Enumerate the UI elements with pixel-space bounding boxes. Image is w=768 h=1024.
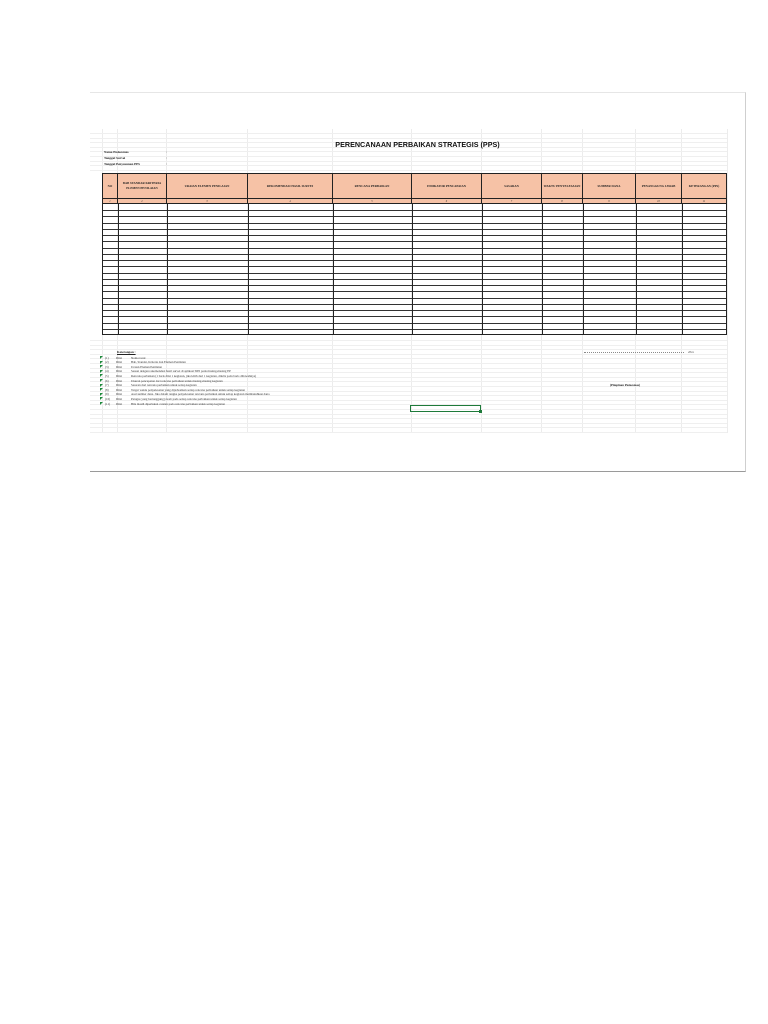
table-row[interactable] bbox=[103, 329, 726, 330]
cell-note-indicator-icon bbox=[100, 356, 103, 359]
colnum-3: 3 bbox=[167, 199, 248, 203]
table-row[interactable] bbox=[103, 285, 726, 286]
grid-column-line bbox=[727, 129, 728, 433]
cell-note-indicator-icon bbox=[100, 402, 103, 405]
meta-tanggal-penyusunan: Tanggal Penyusunan PPS bbox=[104, 162, 140, 166]
document-title: PERENCANAAN PERBAIKAN STRATEGIS (PPS) bbox=[335, 140, 500, 149]
grid-row-line bbox=[90, 354, 727, 355]
note-text: Uraian Elemen Penilaian bbox=[131, 364, 162, 369]
table-row[interactable] bbox=[103, 310, 726, 311]
grid-row-line bbox=[90, 156, 727, 157]
table-column-line bbox=[542, 204, 543, 334]
grid-row-line bbox=[90, 138, 727, 139]
table-row[interactable] bbox=[103, 248, 726, 249]
cell-note-indicator-icon bbox=[100, 384, 103, 387]
colnum-6: 6 bbox=[412, 199, 482, 203]
table-row[interactable] bbox=[103, 216, 726, 217]
note-text: Bila masih diperlukan catatan pada rencana perbaikan untuk setiap kegiatan bbox=[131, 401, 225, 406]
cell-note-indicator-icon bbox=[100, 393, 103, 396]
note-number: (7) bbox=[105, 383, 109, 388]
note-number: (3) bbox=[105, 364, 109, 369]
grid-row-line bbox=[90, 414, 727, 415]
selected-cell[interactable] bbox=[410, 405, 481, 412]
colnum-2: 2 bbox=[118, 199, 167, 203]
note-number: (5) bbox=[105, 373, 109, 378]
colnum-1: 1 bbox=[103, 199, 118, 203]
table-row[interactable] bbox=[103, 266, 726, 267]
table-column-line bbox=[118, 204, 119, 334]
header-keterangan: KETERANGAN (PPS) bbox=[688, 183, 720, 188]
note-text: Sasaran dari rencana perbaikan untuk setiap kegiatan bbox=[131, 383, 197, 388]
note-text: Petugas yang bertanggung jawab pada setiap rencana perbaikan untuk setiap kegiatan bbox=[131, 396, 237, 401]
table-row[interactable] bbox=[103, 229, 726, 230]
signature-place-line bbox=[584, 352, 684, 353]
cell-note-indicator-icon bbox=[100, 370, 103, 373]
cell-note-indicator-icon bbox=[100, 397, 103, 400]
note-label: Diisi bbox=[116, 360, 123, 365]
table-row[interactable] bbox=[103, 235, 726, 236]
cell-note-indicator-icon bbox=[100, 374, 103, 377]
table-column-line bbox=[412, 204, 413, 334]
fill-handle[interactable] bbox=[479, 410, 482, 413]
note-item bbox=[105, 402, 225, 406]
note-label: Diisi bbox=[116, 387, 123, 392]
note-number: (6) bbox=[105, 378, 109, 383]
header-sumber-dana: SUMBER DANA bbox=[583, 174, 636, 198]
note-label: Diisi bbox=[116, 401, 123, 406]
colnum-4: 4 bbox=[248, 199, 333, 203]
note-label: Diisi bbox=[116, 396, 123, 401]
grid-row-line bbox=[90, 345, 727, 346]
table-row[interactable] bbox=[103, 254, 726, 255]
note-item bbox=[105, 392, 269, 396]
header-waktu: WAKTU PENYELESAIAN bbox=[542, 174, 583, 198]
note-text: Rencana perbaikan (1 baris diisi 1 kegiatan, jika lebih dari 1 kegiatan, ditulis pada baris dibawahnya) bbox=[131, 373, 257, 378]
header-rencana: RENCANA PERBAIKAN bbox=[333, 174, 412, 198]
note-label: Diisi bbox=[116, 373, 123, 378]
table-column-line bbox=[583, 204, 584, 334]
table-row[interactable] bbox=[103, 241, 726, 242]
note-label: Diisi bbox=[116, 383, 123, 388]
note-item bbox=[105, 383, 197, 387]
note-item bbox=[105, 397, 237, 401]
grid-row-line bbox=[90, 349, 727, 350]
note-item bbox=[105, 388, 245, 392]
table-column-line bbox=[248, 204, 249, 334]
colnum-5: 5 bbox=[333, 199, 412, 203]
table-row[interactable] bbox=[103, 260, 726, 261]
table-column-line bbox=[482, 204, 483, 334]
colnum-9: 9 bbox=[583, 199, 636, 203]
note-item bbox=[105, 374, 256, 378]
note-label: Diisi bbox=[116, 355, 123, 360]
meta-colon: : bbox=[166, 162, 167, 166]
note-text: Target waktu penyelesaian yang dijadwalkan setiap rencana perbaikan untuk setiap kegiatan bbox=[131, 387, 245, 392]
note-number: (10) bbox=[105, 396, 111, 401]
table-column-line bbox=[636, 204, 637, 334]
note-text: Asal sumber dana. Jika dalam rangka penyelesaian rencana perbaikan untuk setiap kegiatan membutuhkan dana bbox=[131, 392, 270, 397]
table-column-line bbox=[682, 204, 683, 334]
grid-row-line bbox=[90, 133, 727, 134]
colnum-10: 10 bbox=[636, 199, 682, 203]
cell-note-indicator-icon bbox=[100, 361, 103, 364]
table-column-line bbox=[333, 204, 334, 334]
note-item bbox=[105, 356, 146, 360]
meta-colon: : bbox=[166, 150, 167, 154]
header-sasaran: SASARAN bbox=[482, 174, 542, 198]
note-item bbox=[105, 360, 186, 364]
cell-note-indicator-icon bbox=[100, 379, 103, 382]
table-row[interactable] bbox=[103, 223, 726, 224]
table-row[interactable] bbox=[103, 304, 726, 305]
grid-row-line bbox=[90, 427, 727, 428]
table-row[interactable] bbox=[103, 210, 726, 211]
note-number: (1) bbox=[105, 355, 109, 360]
colnum-7: 7 bbox=[482, 199, 542, 203]
header-no: NO bbox=[103, 174, 118, 198]
note-item bbox=[105, 379, 223, 383]
grid-row-line bbox=[90, 409, 727, 410]
grid-row-line bbox=[90, 161, 727, 162]
note-text: Sesuai dengan rekomendasi hasil survei di aplikasi SIPI pada masing-masing EP bbox=[131, 369, 231, 374]
table-column-line bbox=[167, 204, 168, 334]
grid-row-line bbox=[90, 418, 727, 419]
signature-year: 20xx bbox=[688, 350, 694, 354]
table-row[interactable] bbox=[103, 291, 726, 292]
grid-row-line bbox=[90, 423, 727, 424]
note-label: Diisi bbox=[116, 364, 123, 369]
table-row[interactable] bbox=[103, 323, 726, 324]
header-uraian: URAIAN ELEMEN PENILAIAN bbox=[167, 174, 248, 198]
grid-row-line bbox=[90, 340, 727, 341]
note-number: (9) bbox=[105, 392, 109, 397]
colnum-8: 8 bbox=[542, 199, 583, 203]
table-row[interactable] bbox=[103, 298, 726, 299]
table-body bbox=[102, 204, 727, 335]
meta-nama-puskesmas: Nama Puskesmas bbox=[104, 150, 129, 154]
grid-row-line bbox=[90, 170, 727, 171]
grid-row-line bbox=[90, 151, 727, 152]
cell-note-indicator-icon bbox=[100, 365, 103, 368]
note-number: (4) bbox=[105, 369, 109, 374]
note-item bbox=[105, 369, 231, 373]
spreadsheet-page bbox=[90, 92, 746, 472]
table-row[interactable] bbox=[103, 279, 726, 280]
header-penanggung-jawab: PENANGGUNG JAWAB bbox=[636, 174, 682, 198]
cell-note-indicator-icon bbox=[100, 388, 103, 391]
note-text: Nomor urut bbox=[131, 355, 146, 360]
table-header-row bbox=[102, 173, 727, 199]
header-rekomendasi: REKOMENDASI HASIL SURVEI bbox=[248, 174, 333, 198]
signature-role: (Pimpinan Puskesmas) bbox=[610, 383, 641, 387]
grid-row-line bbox=[90, 432, 727, 433]
table-row[interactable] bbox=[103, 316, 726, 317]
grid-row-line bbox=[90, 165, 727, 166]
table-row[interactable] bbox=[103, 273, 726, 274]
note-label: Diisi bbox=[116, 369, 123, 374]
note-number: (2) bbox=[105, 360, 109, 365]
note-number: (8) bbox=[105, 387, 109, 392]
header-bab-standar: BAB STANDAR KRITERIA ELEMEN PENILAIAN bbox=[118, 174, 167, 198]
note-label: Diisi bbox=[116, 392, 123, 397]
note-item bbox=[105, 365, 162, 369]
notes-title: Keterangan : bbox=[117, 350, 136, 354]
note-number: (11) bbox=[105, 401, 111, 406]
meta-colon: : bbox=[166, 156, 167, 160]
note-text: Ukuran pencapaian dari rencana perbaikan untuk masing-masing kegiatan bbox=[131, 378, 223, 383]
note-label: Diisi bbox=[116, 378, 123, 383]
colnum-11: 11 bbox=[702, 199, 706, 203]
note-text: Bab, Standar, Kriteria dan Elemen Penilaian bbox=[131, 360, 186, 365]
header-indikator: INDIKATOR PENCAPAIAN bbox=[412, 174, 482, 198]
meta-tanggal-survei: Tanggal Survei bbox=[104, 156, 126, 160]
